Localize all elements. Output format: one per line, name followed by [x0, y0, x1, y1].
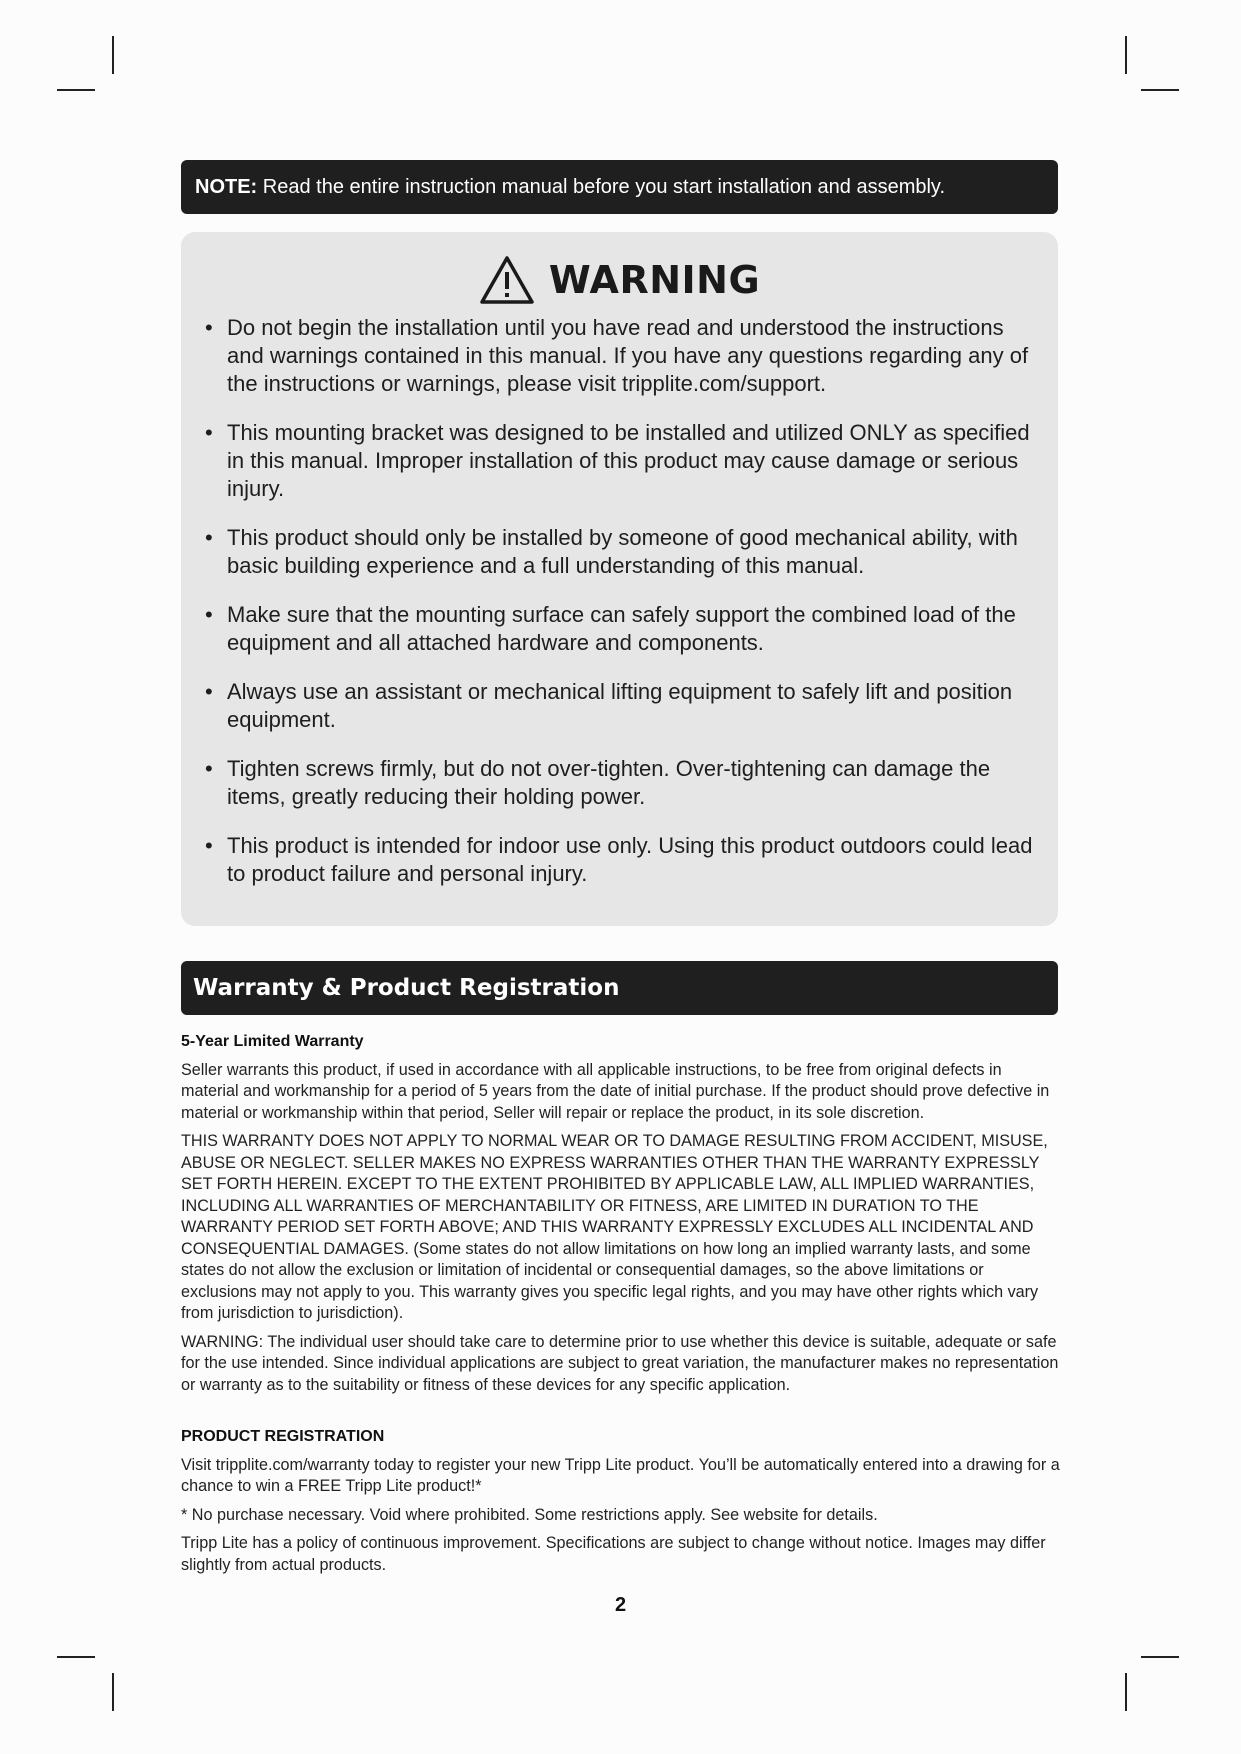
warranty-section-title: Warranty & Product Registration	[181, 961, 1058, 1015]
warning-item: • Do not begin the installation until you have read and understood the instructions and warnings contained in this manual. If you have any questions regarding any of the instructions or warnings, please visit tripplite.com/support.	[205, 315, 1029, 396]
crop-mark	[1141, 1656, 1179, 1658]
warning-header	[181, 250, 1058, 310]
note-label: NOTE:	[195, 176, 258, 198]
crop-mark	[112, 1673, 114, 1711]
warning-item: • This product should only be installed by someone of good mechanical ability, with basic building experience and a full understanding of this manual.	[205, 525, 1018, 578]
warning-item-text: Always use an assistant or mechanical lifting equipment to safely lift and position equipment.	[227, 679, 1013, 732]
warning-box	[181, 232, 1058, 926]
warning-list	[205, 314, 1034, 909]
crop-mark	[57, 89, 95, 91]
page-number: 2	[614, 1594, 627, 1616]
note-banner	[181, 160, 1058, 214]
warning-item-text: Make sure that the mounting surface can safely support the combined load of the equipment and all attached hardware and components.	[227, 602, 1016, 655]
crop-mark	[1141, 89, 1179, 91]
warranty-paragraph-1: Seller warrants this product, if used in accordance with all applicable instructions, to be free from original defects in material and workmanship for a period of 5 years from the date of initial purchase. If the product should prove defective in material or workmanship within that period, Seller will repair or replace the product, in its sole discretion.	[181, 1060, 1050, 1122]
crop-mark	[57, 1656, 95, 1658]
crop-mark	[112, 36, 114, 74]
warning-item: • This product is intended for indoor use only. Using this product outdoors could lead to product failure and personal injury.	[205, 833, 1033, 886]
registration-text: Visit tripplite.com/warranty today to register your new Tripp Lite product. You’ll be automatically entered into a drawing for a chance to win a FREE Tripp Lite product!*	[181, 1455, 1060, 1495]
crop-mark	[1125, 36, 1127, 74]
warranty-body	[181, 1031, 1061, 1403]
warning-item-text: Tighten screws firmly, but do not over-tighten. Over-tightening can damage the items, greatly reducing their holding power.	[227, 756, 991, 809]
warning-item: • This mounting bracket was designed to be installed and utilized ONLY as specified in this manual. Improper installation of this product may cause damage or serious injury.	[205, 420, 1030, 501]
warning-item-text: This product is intended for indoor use only. Using this product outdoors could lead to product failure and personal injury.	[227, 833, 1033, 886]
footnote: * No purchase necessary. Void where prohibited. Some restrictions apply. See website for details.	[181, 1505, 878, 1524]
warning-triangle-icon	[479, 255, 535, 305]
crop-mark	[1125, 1673, 1127, 1711]
registration-heading: PRODUCT REGISTRATION	[181, 1428, 385, 1445]
warning-item: • Tighten screws firmly, but do not over-tighten. Over-tightening can damage the items, greatly reducing their holding power.	[205, 756, 991, 809]
policy-text: Tripp Lite has a policy of continuous improvement. Specifications are subject to change without notice. Images may differ slightly from actual products.	[181, 1534, 1046, 1574]
warning-item-text: This product should only be installed by someone of good mechanical ability, with basic building experience and a full understanding of this manual.	[227, 525, 1018, 578]
warning-item-text: This mounting bracket was designed to be installed and utilized ONLY as specified in this manual. Improper installation of this product may cause damage or serious injury.	[227, 420, 1030, 501]
note-text: Read the entire instruction manual before you start installation and assembly.	[262, 176, 946, 198]
warning-title: WARNING	[548, 258, 761, 302]
warning-item: • Always use an assistant or mechanical lifting equipment to safely lift and position equipment.	[205, 679, 1013, 732]
warning-item: • Make sure that the mounting surface can safely support the combined load of the equipment and all attached hardware and components.	[205, 602, 1016, 655]
limited-warranty-heading: 5-Year Limited Warranty	[181, 1033, 364, 1050]
registration-body	[181, 1426, 1061, 1583]
warranty-paragraph-3: WARNING: The individual user should take care to determine prior to use whether this device is suitable, adequate or safe for the use intended. Since individual applications are subject to great variation, the manufacturer makes no representation or warranty as to the suitability or fitness of these devices for any specific application.	[181, 1332, 1059, 1394]
warning-item-text: Do not begin the installation until you have read and understood the instructions and warnings contained in this manual. If you have any questions regarding any of the instructions or warnings, please visit tripplite.com/support.	[227, 315, 1029, 396]
warranty-paragraph-2: THIS WARRANTY DOES NOT APPLY TO NORMAL WEAR OR TO DAMAGE RESULTING FROM ACCIDENT, MISUSE, ABUSE OR NEGLECT. SELLER MAKES NO EXPRESS WARRANTIES OTHER THAN THE WARRANTY EXPRESSLY SET FORTH HEREIN. EXCEPT TO THE EXTENT PROHIBITED BY APPLICABLE LAW, ALL IMPLIED WARRANTIES, INCLUDING ALL WARRANTIES OF MERCHANTABILITY OR FITNESS, ARE LIMITED IN DURATION TO THE WARRANTY PERIOD SET FORTH ABOVE; AND THIS WARRANTY EXPRESSLY EXCLUDES ALL INCIDENTAL AND CONSEQUENTIAL DAMAGES. (Some states do not allow limitations on how long an implied warranty lasts, and some states do not allow the exclusion or limitation of incidental or consequential damages, so the above limitations or exclusions may not apply to you. This warranty gives you specific legal rights, and you may have other rights which vary from jurisdiction to jurisdiction).	[181, 1132, 1048, 1322]
